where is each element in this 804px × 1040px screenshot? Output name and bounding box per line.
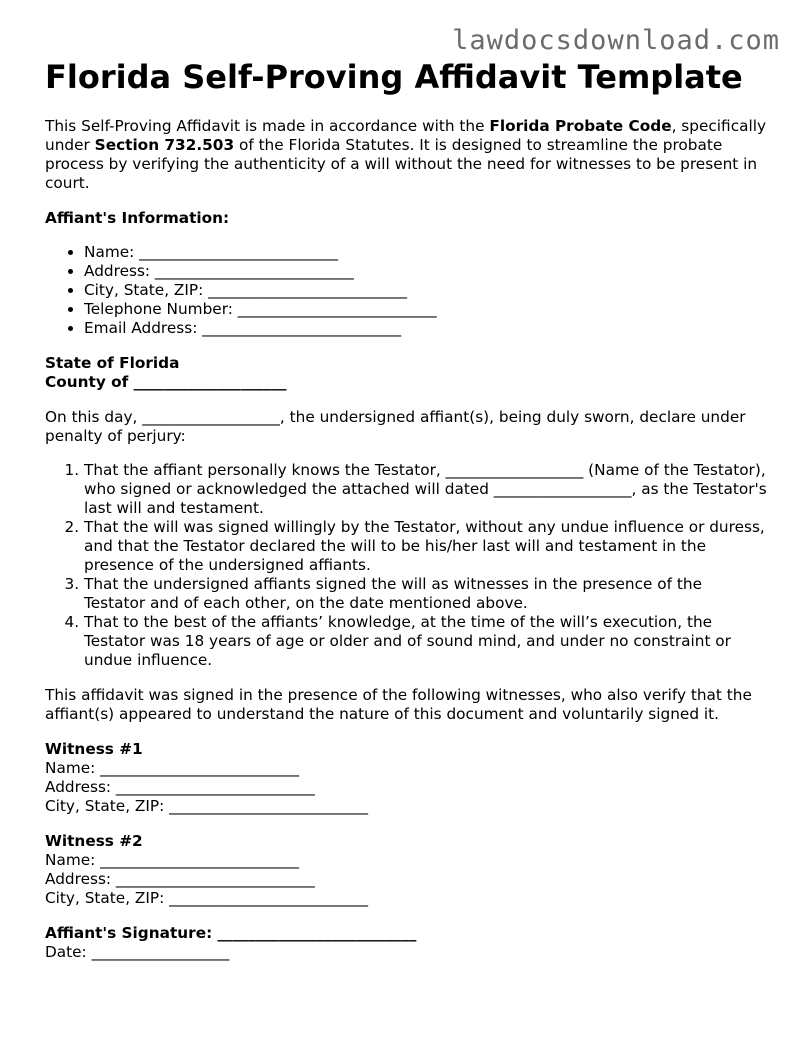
signature-date-line: Date: __________________ bbox=[45, 943, 230, 961]
oath-paragraph: On this day, __________________, the undersigned affiant(s), being duly sworn, declare under penalty of perjury: bbox=[45, 408, 746, 445]
witness-1-block bbox=[45, 740, 767, 816]
signature-block bbox=[45, 924, 767, 962]
witness-2-address: Address: __________________________ bbox=[45, 870, 315, 888]
witness-2-block bbox=[45, 832, 767, 908]
witness-2-city: City, State, ZIP: __________________________ bbox=[45, 889, 369, 907]
witness-2-name: Name: __________________________ bbox=[45, 851, 300, 869]
intro-bold-code: Florida Probate Code bbox=[489, 117, 672, 135]
intro-text-1: This Self-Proving Affidavit is made in accordance with the bbox=[45, 117, 490, 135]
document-page bbox=[45, 58, 767, 962]
venue-state: State of Florida bbox=[45, 354, 180, 372]
affiant-signature-line: Affiant's Signature: __________________________ bbox=[45, 924, 417, 942]
affiant-name-field: • Name: __________________________ bbox=[84, 243, 767, 262]
affiant-phone-field: • Telephone Number: __________________________ bbox=[84, 300, 767, 319]
witness-statement: This affidavit was signed in the presence of the following witnesses, who also verify that the affiant(s) appeared to understand the nature of this document and voluntarily signed it. bbox=[45, 686, 752, 723]
watermark: lawdocsdownload.com bbox=[452, 25, 780, 56]
witness-1-name: Name: __________________________ bbox=[45, 759, 300, 777]
declaration-item: 3. That the undersigned affiants signed the will as witnesses in the presence of the Testator and of each other, on the date mentioned above. bbox=[84, 575, 767, 613]
declaration-item: 2. That the will was signed willingly by the Testator, without any undue influence or duress, and that the Testator declared the will to be his/her last will and testament in the presence of the undersigned affiants. bbox=[84, 518, 767, 575]
witness-1-heading: Witness #1 bbox=[45, 740, 143, 758]
affiant-email-field: • Email Address: __________________________ bbox=[84, 319, 767, 338]
declarations-list bbox=[45, 461, 767, 670]
witness-2-heading: Witness #2 bbox=[45, 832, 143, 850]
venue-block bbox=[45, 354, 767, 392]
affiant-info-heading: Affiant's Information: bbox=[45, 209, 230, 227]
affiant-address-field: • Address: __________________________ bbox=[84, 262, 767, 281]
witness-1-address: Address: __________________________ bbox=[45, 778, 315, 796]
affiant-city-field: • City, State, ZIP: __________________________ bbox=[84, 281, 767, 300]
declaration-item: 1. That the affiant personally knows the Testator, __________________ (Name of the Testator), who signed or acknowledged the attached will dated __________________, as the Testator's last will and testament. bbox=[84, 461, 767, 518]
venue-county: County of ____________________ bbox=[45, 373, 287, 391]
document-title: Florida Self-Proving Affidavit Template bbox=[45, 58, 743, 96]
declaration-item: 4. That to the best of the affiants’ knowledge, at the time of the will’s execution, the Testator was 18 years of age or older and of sound mind, and under no constraint or undue influence. bbox=[84, 613, 767, 670]
intro-text-2: , specifically under bbox=[45, 117, 767, 154]
intro-text-3: of the Florida Statutes. It is designed to streamline the probate process by verifying the authenticity of a will without the need for witnesses to be present in court. bbox=[45, 136, 758, 192]
witness-1-city: City, State, ZIP: __________________________ bbox=[45, 797, 369, 815]
affiant-info-list bbox=[45, 243, 767, 338]
intro-bold-section: Section 732.503 bbox=[94, 136, 235, 154]
intro-paragraph bbox=[45, 117, 767, 193]
